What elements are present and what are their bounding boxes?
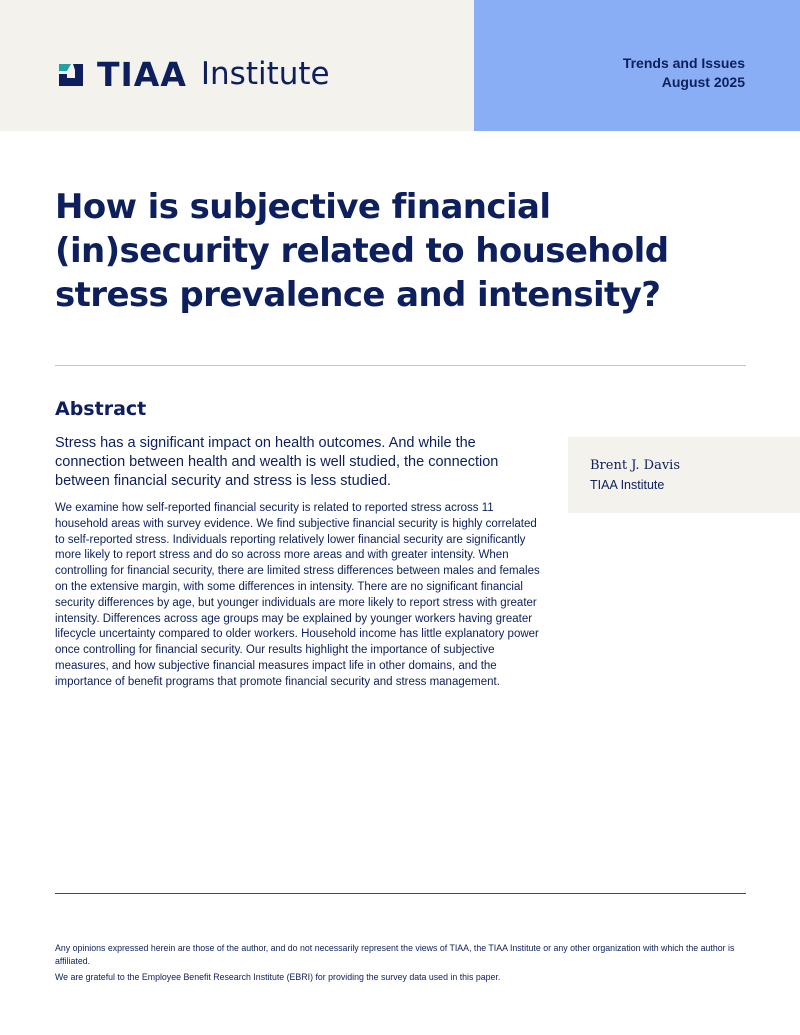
footer-acknowledgment: We are grateful to the Employee Benefit Research Institute (EBRI) for providing the survey data used in this paper. [55, 972, 501, 982]
series-name: Trends and Issues [622, 55, 745, 71]
publication-date: August 2025 [661, 74, 745, 90]
page-title: How is subjective financial (in)security related to household stress prevalence and intensity? [55, 187, 669, 315]
abstract-lead: Stress has a significant impact on health outcomes. And while the connection between health and wealth is well studied, the connection between financial security and stress is less studied. [55, 435, 499, 489]
author-name: Brent J. Davis [590, 458, 681, 473]
logo-brand-text: TIAA [97, 54, 187, 94]
footer-disclaimer: Any opinions expressed herein are those of the author, and do not necessarily represent the views of TIAA, the TIAA Institute or any other organization with which the author is affiliated. [55, 943, 735, 966]
tiaa-institute-logo [55, 55, 330, 93]
tiaa-logo-mark-icon [55, 58, 87, 90]
author-card [568, 437, 800, 513]
abstract-heading: Abstract [55, 398, 147, 420]
publication-series [623, 54, 745, 92]
top-divider [55, 365, 746, 366]
bottom-divider [55, 893, 746, 894]
header-left-panel [0, 0, 474, 131]
logo-suffix-text: Institute [200, 55, 330, 92]
author-organization: TIAA Institute [590, 478, 665, 492]
abstract-body: We examine how self-reported financial security is related to reported stress across 11 household areas with survey evidence. We find subjective financial security is highly correlated to self-reported stress. Individuals reporting relatively lower financial security are significantly more likely to report stress and do so across more areas and with greater intensity. When controlling for financial security, there are limited stress differences between males and females on the extensive margin, with some differences in intensity. There are no significant financial security differences by age, but younger individuals are more likely to report stress with greater intensity. Differences across age groups may be explained by younger workers having greater lifecycle uncertainty compared to older workers. Household income has little explanatory power once controlling for financial security. Our results highlight the importance of subjective measures, and how subjective financial measures impact life in other domains, and the importance of benefit programs that promote financial security and stress management. [55, 502, 540, 688]
